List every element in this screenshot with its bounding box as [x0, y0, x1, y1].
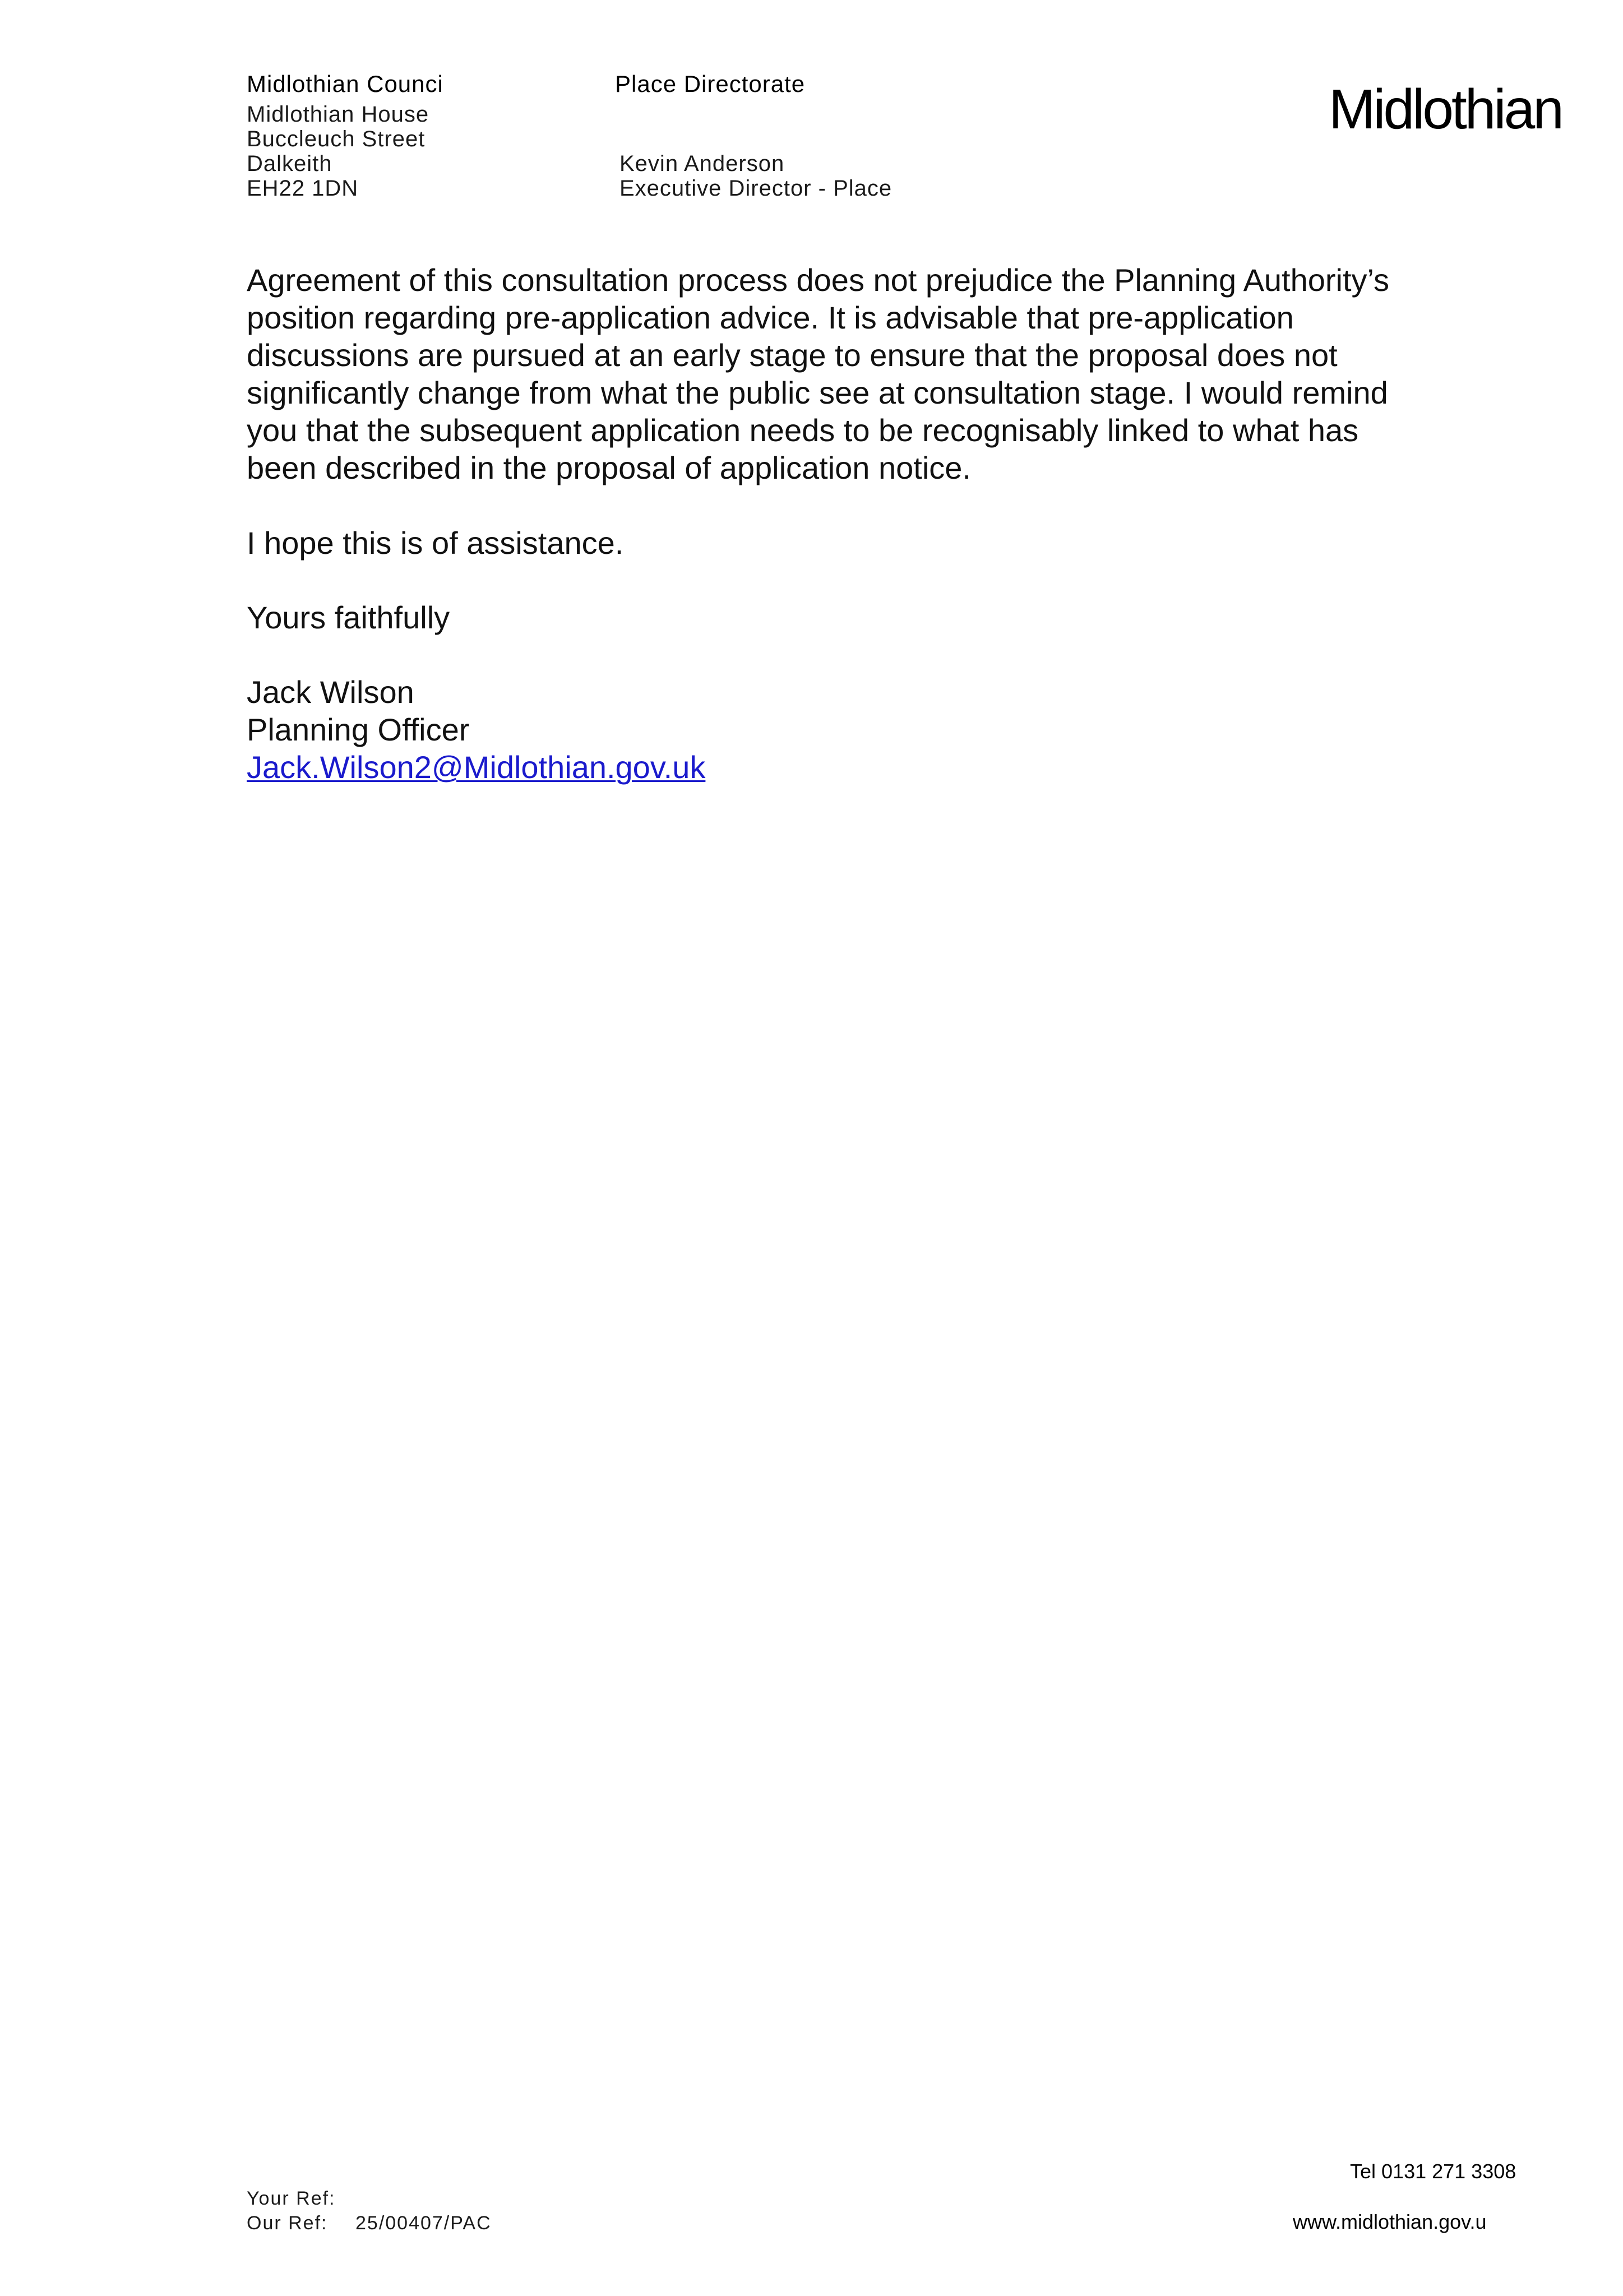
signatory-email-line — [247, 748, 1389, 786]
sender-postcode: EH22 1DN — [247, 176, 359, 201]
paragraph-line: you that the subsequent application needs to be recognisably linked to what has — [247, 413, 1359, 448]
sender-address-line-3: Dalkeith — [247, 151, 332, 176]
signatory-title: Planning Officer — [247, 712, 470, 747]
paragraph-line: discussions are pursued at an early stage to ensure that the proposal does not — [247, 337, 1338, 373]
directorate-title: Place Directorate — [615, 71, 806, 97]
closing-salutation: Yours faithfully — [247, 600, 450, 635]
telephone-number: Tel 0131 271 3308 — [1350, 2160, 1516, 2183]
your-ref-label: Your Ref: — [247, 2188, 336, 2209]
signatory-name: Jack Wilson — [247, 674, 414, 710]
director-name: Kevin Anderson — [619, 151, 785, 176]
paragraph-consultation — [247, 261, 1389, 487]
paragraph-assistance: I hope this is of assistance. — [247, 525, 624, 561]
paragraph-line: Agreement of this consultation process does not prejudice the Planning Authority’s — [247, 262, 1389, 298]
sender-address-line-2: Buccleuch Street — [247, 127, 426, 151]
paragraph-line: position regarding pre-application advice. It is advisable that pre-application — [247, 300, 1294, 335]
midlothian-logo: Midlothian — [1329, 78, 1562, 141]
sender-address-line-1: Midlothian House — [247, 102, 429, 127]
signatory-email-link[interactable]: Jack.Wilson2@Midlothian.gov.uk — [247, 749, 706, 785]
paragraph-line: significantly change from what the public see at consultation stage. I would remind — [247, 375, 1388, 410]
paragraph-line: been described in the proposal of application notice. — [247, 450, 971, 485]
director-role: Executive Director - Place — [619, 176, 893, 201]
sender-org-name: Midlothian Counci — [247, 71, 443, 97]
website-address: www.midlothian.gov.u — [1293, 2210, 1487, 2233]
letter-body — [247, 261, 1389, 786]
our-ref-label: Our Ref: — [247, 2212, 328, 2234]
our-ref-value: 25/00407/PAC — [355, 2212, 492, 2234]
